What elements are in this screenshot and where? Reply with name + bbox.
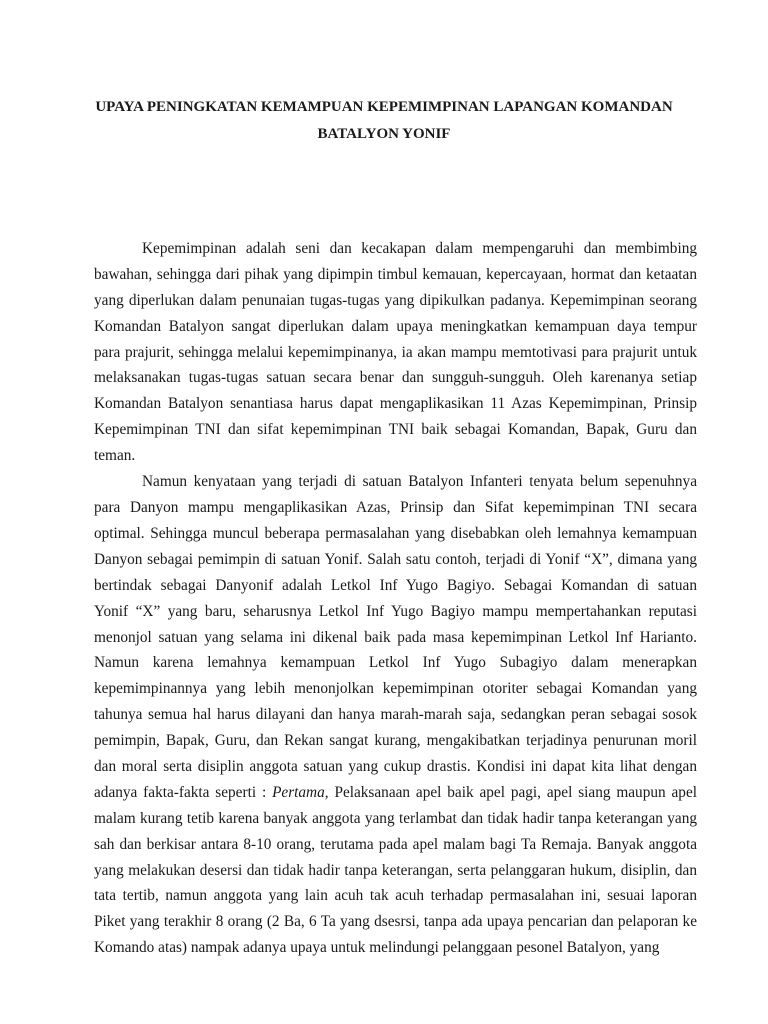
paragraph-line: Komando atas) nampak adanya upaya untuk melindungi pelanggaan pesonel Batalyon, yang	[94, 939, 660, 957]
paragraph-line: Danyon sebagai pemimpin di satuan Yonif. Salah satu contoh, terjadi di Yonif “X”, dimana yang	[94, 550, 697, 568]
paragraph-line: bertindak sebagai Danyonif adalah Letkol Inf Yugo Bagiyo. Sebagai Komandan di satuan	[94, 576, 697, 594]
paragraph-line: Piket yang terakhir 8 orang (2 Ba, 6 Ta yang dsesrsi, tanpa ada upaya pencarian dan pelaporan ke	[94, 913, 697, 931]
paragraph-line: Namun karena lemahnya kemampuan Letkol Inf Yugo Subagiyo dalam menerapkan	[94, 654, 697, 672]
document-title-line-2: BATALYON YONIF	[317, 126, 451, 142]
paragraph-line: Yonif “X” yang baru, seharusnya Letkol Inf Yugo Bagiyo mampu mempertahankan reputasi	[94, 602, 697, 620]
paragraph-line: malam kurang tetib karena banyak anggota yang terlambat dan tidak hadir tanpa keterangan yang	[94, 809, 697, 827]
paragraph-line: tata tertib, namun anggota yang lain acuh tak acuh terhadap permasalahan ini, sesuai laporan	[94, 887, 697, 905]
paragraph-line: yang melakukan desersi dan tidak hadir tanpa keterangan, serta pelanggaran hukum, disiplin, dan	[94, 861, 697, 879]
paragraph	[94, 469, 697, 961]
document-body	[94, 236, 697, 961]
paragraph-line: teman.	[94, 447, 136, 465]
paragraph-line: para Danyon mampu mengaplikasikan Azas, Prinsip dan Sifat kepemimpinan TNI secara	[94, 499, 697, 517]
paragraph-line: tahunya semua hal harus dilayani dan hanya marah-marah saja, sedangkan peran sebagai sosok	[94, 706, 697, 724]
paragraph-line: sah dan berkisar antara 8-10 orang, terutama pada apel malam bagi Ta Remaja. Banyak anggota	[94, 835, 697, 853]
paragraph-line: Komandan Batalyon senantiasa harus dapat mengaplikasikan 11 Azas Kepemimpinan, Prinsip	[94, 395, 697, 413]
paragraph-line: para prajurit, sehingga melalui kepemimpinanya, ia akan mampu memtotivasi para prajurit untuk	[94, 343, 697, 361]
paragraph-line: Kepemimpinan adalah seni dan kecakapan dalam mempengaruhi dan membimbing	[142, 240, 697, 257]
paragraph-line: pemimpin, Bapak, Guru, dan Rekan sangat kurang, mengakibatkan terjadinya penurunan moril	[94, 732, 697, 750]
paragraph-line: melaksanakan tugas-tugas satuan secara benar dan sungguh-sungguh. Oleh karenanya setiap	[94, 369, 697, 387]
paragraph	[94, 236, 697, 469]
paragraph-line: yang diperlukan dalam penunaian tugas-tugas yang dipikulkan padanya. Kepemimpinan seorang	[94, 291, 697, 309]
paragraph-line: Komandan Batalyon sangat diperlukan dalam upaya meningkatkan kemampuan daya tempur	[94, 317, 697, 335]
paragraph-line: Kepemimpinan TNI dan sifat kepemimpinan TNI baik sebagai Komandan, Bapak, Guru dan	[94, 421, 697, 439]
paragraph-line: adanya fakta-fakta seperti : Pertama, Pelaksanaan apel baik apel pagi, apel siang maupun apel	[94, 783, 697, 801]
paragraph-line: Namun kenyataan yang terjadi di satuan Batalyon Infanteri tenyata belum sepenuhnya	[142, 473, 697, 491]
paragraph-line: menonjol satuan yang selama ini dikenal baik pada masa kepemimpinan Letkol Inf Harianto.	[94, 628, 697, 646]
document-title-line-1: UPAYA PENINGKATAN KEMAMPUAN KEPEMIMPINAN LAPANGAN KOMANDAN	[95, 99, 673, 115]
paragraph-line: kepemimpinannya yang lebih menonjolkan kepemimpinan otoriter sebagai Komandan yang	[94, 680, 697, 698]
paragraph-line: bawahan, sehingga dari pihak yang dipimpin timbul kemauan, kepercayaan, hormat dan ketaatan	[94, 265, 697, 283]
paragraph-line: dan moral serta disiplin anggota satuan yang cukup drastis. Kondisi ini dapat kita lihat dengan	[94, 758, 697, 775]
paragraph-line: optimal. Sehingga muncul beberapa permasalahan yang disebabkan oleh lemahnya kemampuan	[94, 524, 697, 542]
